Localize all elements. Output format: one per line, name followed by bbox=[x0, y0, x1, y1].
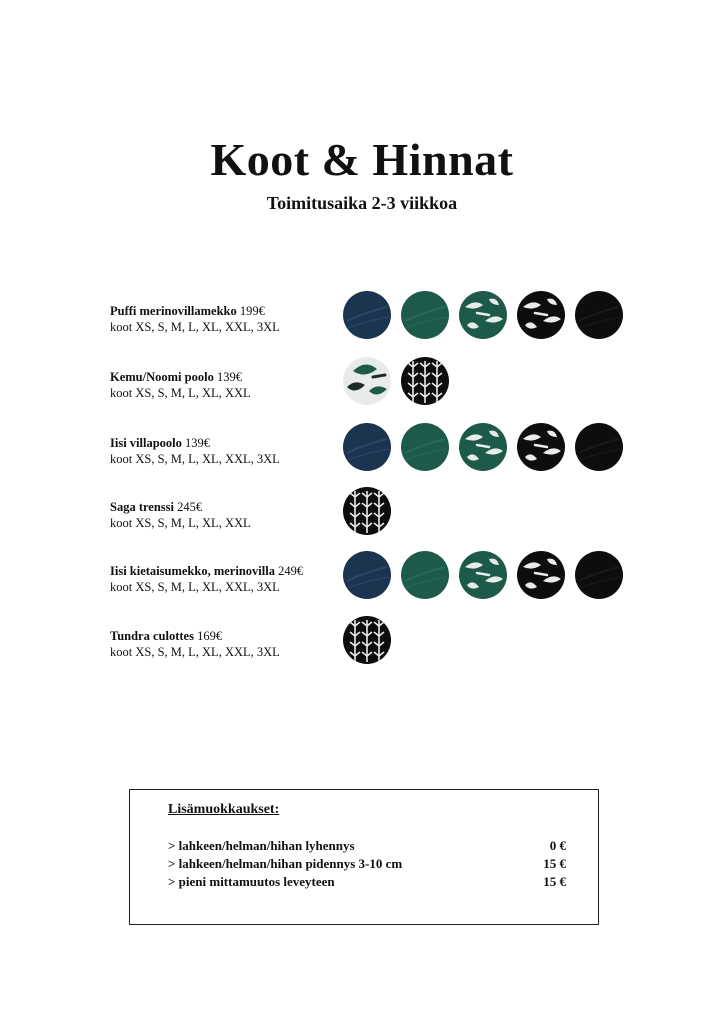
swatch-list bbox=[343, 551, 623, 599]
fabric-swatch-navy-wool bbox=[343, 291, 391, 339]
fabric-swatch-black-wool bbox=[575, 423, 623, 471]
modifications-heading: Lisämuokkaukset: bbox=[168, 802, 280, 817]
swatch-list bbox=[343, 616, 391, 664]
fabric-swatch-black-wool bbox=[575, 291, 623, 339]
product-name: Kemu/Noomi poolo bbox=[110, 370, 214, 384]
product-price: 169€ bbox=[197, 629, 223, 643]
fabric-swatch-black-leaf-print bbox=[517, 551, 565, 599]
product-name: Saga trenssi bbox=[110, 500, 175, 514]
modification-item bbox=[168, 873, 566, 891]
product-text bbox=[110, 435, 280, 467]
product-sizes: koot XS, S, M, L, XL, XXL bbox=[110, 386, 251, 400]
product-text bbox=[110, 628, 280, 660]
fabric-swatch-arrow-print bbox=[401, 357, 449, 405]
fabric-swatch-green-wool bbox=[401, 291, 449, 339]
product-name: Puffi merinovillamekko bbox=[110, 304, 237, 318]
product-price: 249€ bbox=[278, 564, 304, 578]
swatch-list bbox=[343, 423, 623, 471]
modification-item bbox=[168, 837, 566, 855]
swatch-list bbox=[343, 291, 623, 339]
product-price: 245€ bbox=[177, 500, 203, 514]
modification-price: 0 € bbox=[549, 838, 566, 853]
fabric-swatch-green-leaf-print bbox=[459, 551, 507, 599]
product-row bbox=[110, 369, 724, 425]
modification-label: > pieni mittamuutos leveyteen bbox=[168, 874, 335, 889]
fabric-swatch-arrow-print bbox=[343, 487, 391, 535]
product-text bbox=[110, 499, 251, 531]
modification-price: 15 € bbox=[543, 856, 566, 871]
product-name: Tundra culottes bbox=[110, 629, 194, 643]
product-name: Iisi kietaisumekko, merinovilla bbox=[110, 564, 275, 578]
fabric-swatch-arrow-print bbox=[343, 616, 391, 664]
product-row bbox=[110, 628, 724, 684]
product-sizes: koot XS, S, M, L, XL, XXL, 3XL bbox=[110, 580, 280, 594]
product-text bbox=[110, 563, 303, 595]
product-sizes: koot XS, S, M, L, XL, XXL, 3XL bbox=[110, 645, 280, 659]
fabric-swatch-green-wool bbox=[401, 423, 449, 471]
fabric-swatch-black-leaf-print bbox=[517, 291, 565, 339]
modification-item bbox=[168, 855, 566, 873]
fabric-swatch-green-leaf-print bbox=[459, 291, 507, 339]
modifications-box bbox=[129, 789, 599, 925]
product-price: 139€ bbox=[185, 436, 211, 450]
product-price: 139€ bbox=[216, 370, 242, 384]
fabric-swatch-green-wool bbox=[401, 551, 449, 599]
fabric-swatch-black-wool bbox=[575, 551, 623, 599]
product-sizes: koot XS, S, M, L, XL, XXL, 3XL bbox=[110, 320, 280, 334]
swatch-list bbox=[343, 487, 391, 535]
product-text bbox=[110, 369, 251, 401]
product-row bbox=[110, 499, 724, 555]
page-subtitle: Toimitusaika 2-3 viikkoa bbox=[266, 193, 458, 213]
fabric-swatch-black-leaf-print bbox=[517, 423, 565, 471]
product-name: Iisi villapoolo bbox=[110, 436, 182, 450]
modification-price: 15 € bbox=[543, 874, 566, 889]
product-row bbox=[110, 435, 724, 491]
fabric-swatch-green-leaf-print bbox=[459, 423, 507, 471]
product-row bbox=[110, 303, 724, 359]
product-text bbox=[110, 303, 280, 335]
swatch-list bbox=[343, 357, 449, 405]
product-sizes: koot XS, S, M, L, XL, XXL, 3XL bbox=[110, 452, 280, 466]
product-row bbox=[110, 563, 724, 619]
fabric-swatch-navy-wool bbox=[343, 423, 391, 471]
fabric-swatch-white-leaf-print bbox=[343, 357, 391, 405]
product-price: 199€ bbox=[239, 304, 265, 318]
modifications-list bbox=[168, 837, 566, 891]
modification-label: > lahkeen/helman/hihan lyhennys bbox=[168, 838, 355, 853]
modification-label: > lahkeen/helman/hihan pidennys 3-10 cm bbox=[168, 856, 403, 871]
page-title: Koot & Hinnat bbox=[210, 134, 514, 185]
fabric-swatch-navy-wool bbox=[343, 551, 391, 599]
product-sizes: koot XS, S, M, L, XL, XXL bbox=[110, 516, 251, 530]
